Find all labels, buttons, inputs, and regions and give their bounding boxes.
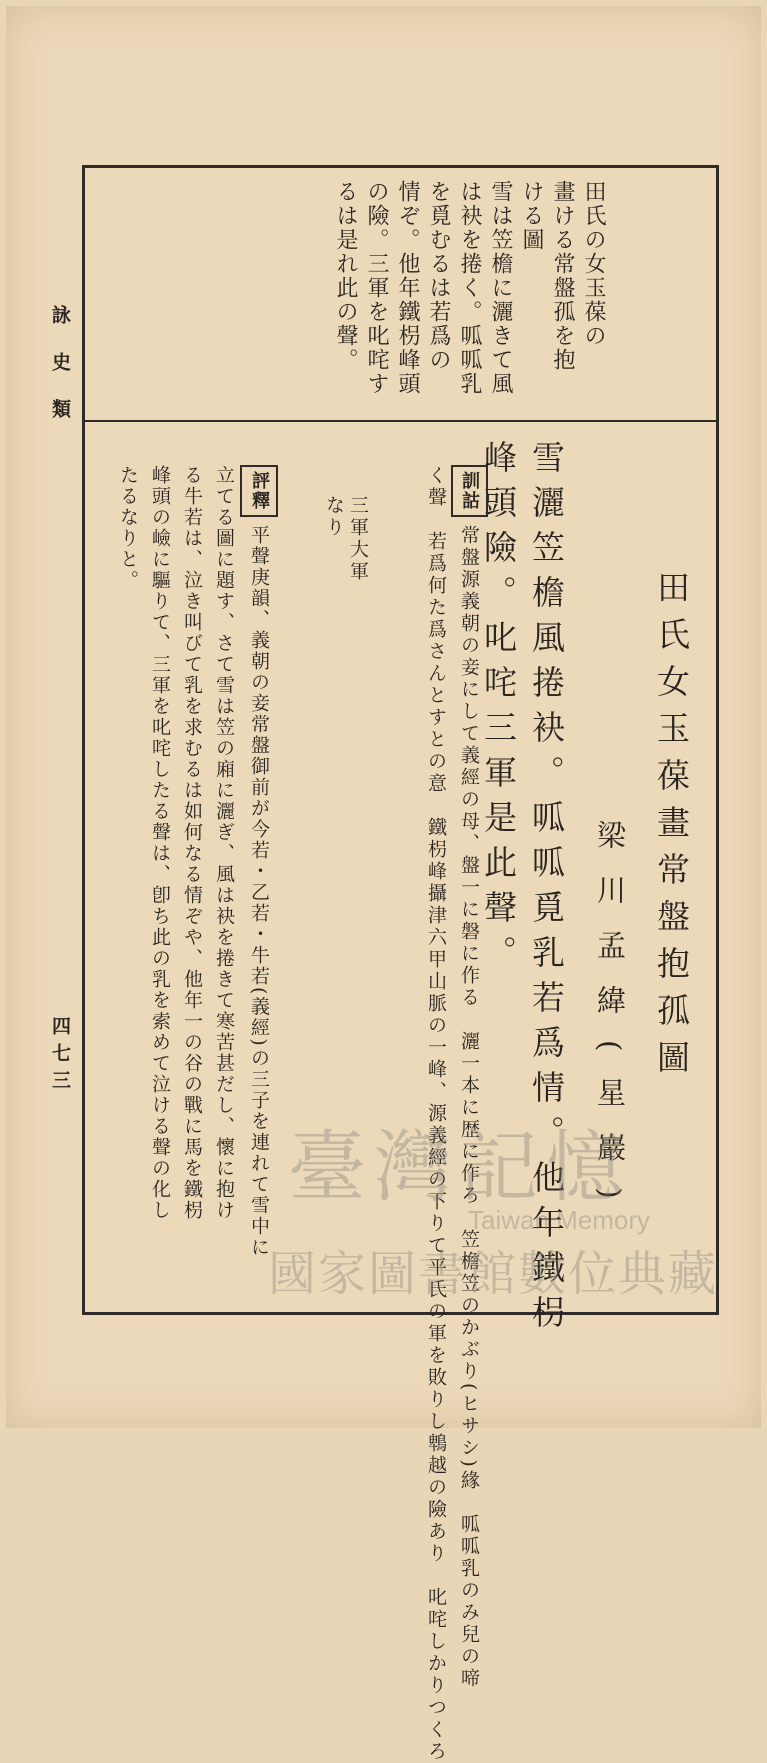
gloss-line: なり [323, 495, 345, 539]
top-note-line: の險。三軍を叱咤す [364, 180, 389, 396]
kunko-section [420, 465, 488, 1763]
top-note-line: を覓むるは若爲の [426, 180, 451, 372]
kunko-line: く聲 若爲何た爲さんとすとの意 鐵枴峰攝津六甲山脈の一峰、源義經の下りて平氏の軍を敗りし鵯越の險あり 叱咤しかりつくろ [425, 465, 447, 1763]
commentary-line: る牛若は、泣き叫びて乳を求むるは如何なる情ぞや、他年一の谷の戰に馬を鐵枴 [181, 465, 203, 1221]
commentary-section [112, 465, 278, 1295]
commentary-line [240, 465, 278, 1295]
watermark-library: 國家圖書館數位典藏 [268, 1246, 719, 1302]
kunko-line [451, 465, 488, 1690]
top-note-line: 情ぞ。他年鐵枴峰頭 [395, 180, 420, 396]
commentary-line: 峰頭の嶮に驅りて、三軍を叱咤したる聲は、卽ち此の乳を索めて泣ける聲の化し [149, 465, 171, 1221]
watermark-chinese: 臺灣記憶 [288, 1123, 633, 1213]
commentary-line: たるなりと。 [117, 465, 139, 591]
top-note-line: るは是れ此の聲。 [333, 180, 358, 372]
poem-title: 田氏女玉葆畫常盤抱孤圖 [652, 570, 691, 1087]
top-note-line: 雪は笠檐に灑きて風 [488, 180, 513, 396]
kunko-label: 訓詁 [451, 465, 488, 517]
top-note [330, 180, 609, 410]
poem-line: 雪灑笠檐風捲袂。呱呱覓乳若爲情。他年鐵枴 [527, 440, 566, 1340]
poem-author: 梁川孟緯(星巖) [593, 820, 627, 1225]
watermark-english: Taiwan Memory [468, 1205, 651, 1235]
commentary-text: 平聲庚韻、義朝の妾常盤御前が今若・乙若・牛若(義經)の三子を連れて雪中に [248, 525, 270, 1258]
gloss-section [322, 495, 370, 583]
top-note-line: 田氏の女玉葆の [581, 180, 606, 348]
commentary-line: 立てる圖に題す、さて雪は笠の廂に灑ぎ、風は袂を捲きて寒苦甚だし、懷に抱け [213, 465, 235, 1221]
commentary-label: 評釋 [240, 465, 278, 517]
running-head: 詠史類 [49, 305, 71, 446]
frame-divider [82, 420, 719, 422]
top-note-line: ける圖 [519, 180, 544, 252]
page-number: 四七三 [49, 1016, 71, 1097]
gloss-line: 三軍大軍 [347, 495, 369, 583]
top-note-line: 畫ける常盤孤を抱 [550, 180, 575, 372]
poem-line: 峰頭險。叱咤三軍是此聲。 [479, 440, 518, 980]
kunko-text: 常盤源義朝の妾にして義經の母、盤一に磐に作る 灑一本に歴に作ろ 笠檐笠のかぶり(ヒサシ)緣 呱呱乳のみ兒の啼 [458, 525, 480, 1690]
top-note-line: は袂を捲く。呱呱乳 [457, 180, 482, 396]
